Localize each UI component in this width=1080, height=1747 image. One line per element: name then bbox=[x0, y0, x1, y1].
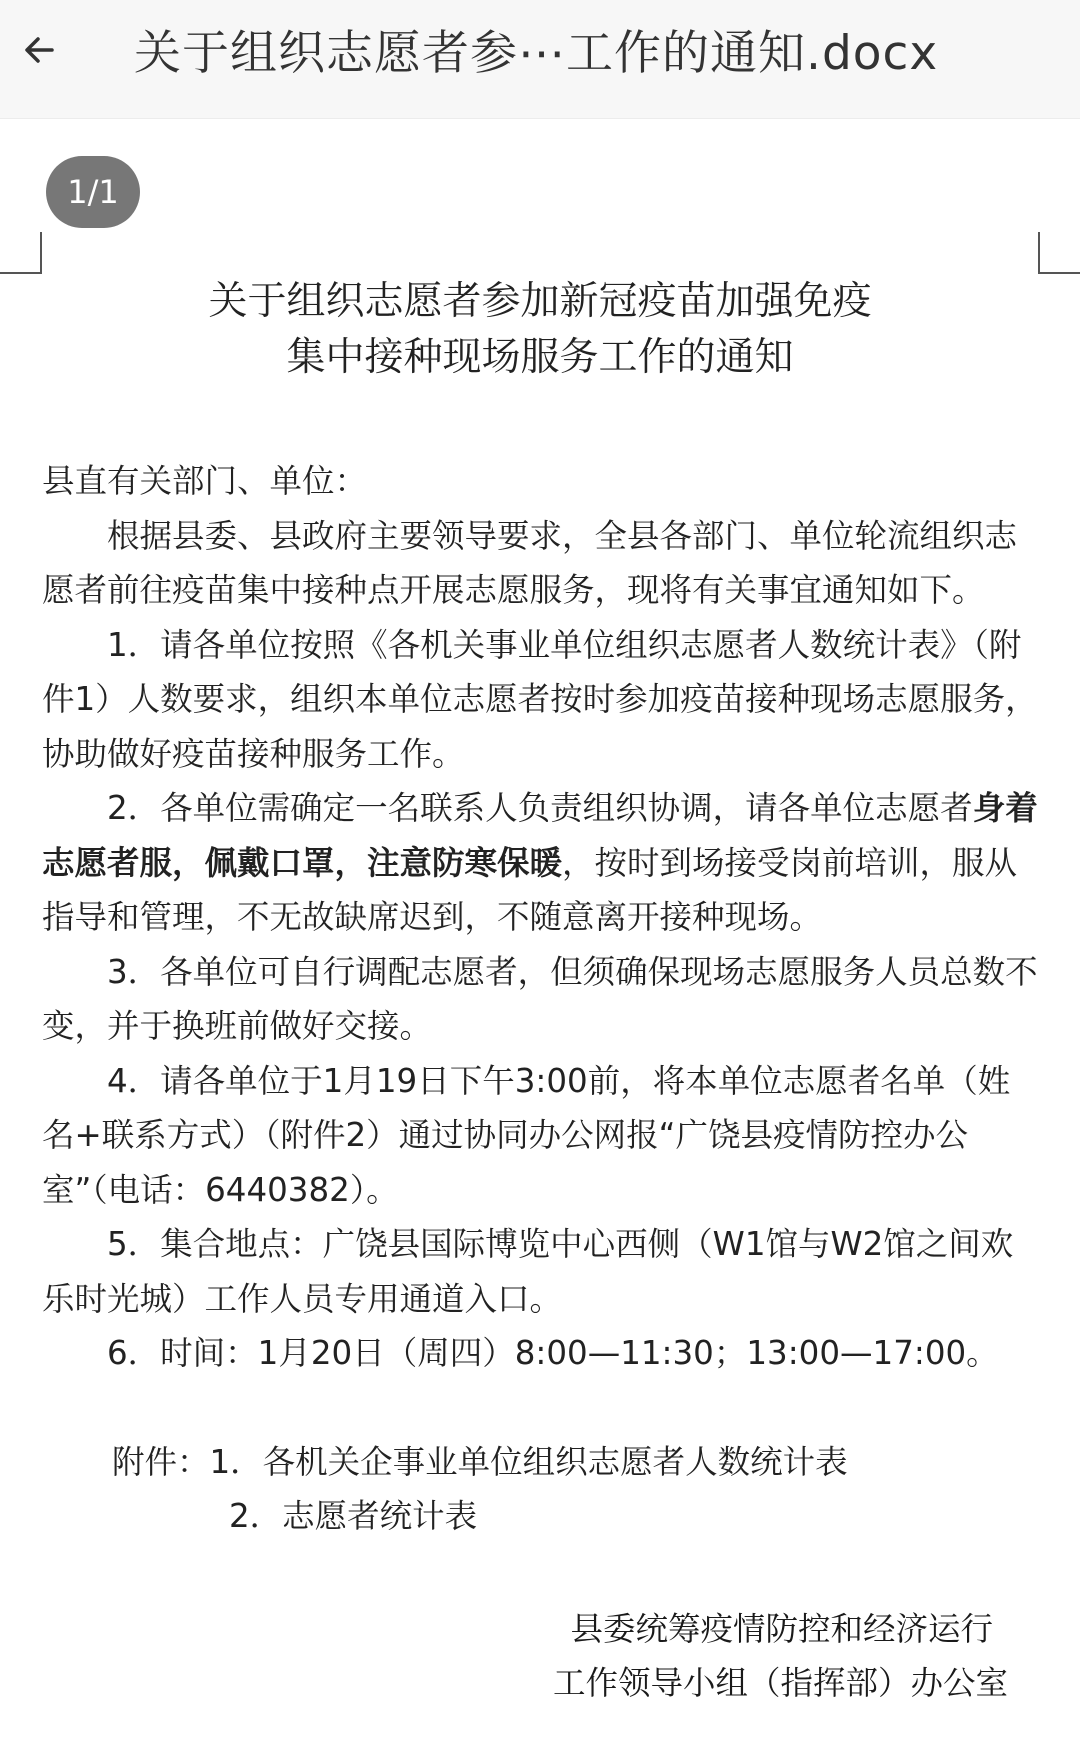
attachments-label: 附件：1．各机关企事业单位组织志愿者人数统计表 bbox=[112, 1442, 848, 1481]
file-title: 关于组织志愿者参⋯工作的通知.docx bbox=[134, 26, 939, 81]
signature-line2: 工作领导小组（指挥部）办公室 bbox=[552, 1664, 1008, 1702]
signature-line1: 县委统筹疫情防控和经济运行 bbox=[570, 1609, 993, 1648]
crop-mark-right bbox=[1038, 232, 1080, 274]
item-6: 6．时间：1月20日（周四）8:00—11:30；13:00—17:00。 bbox=[107, 1334, 999, 1372]
document-title-line2: 集中接种现场服务工作的通知 bbox=[286, 335, 794, 380]
item-5: 5．集合地点：广饶县国际博览中心西侧（W1馆与W2馆之间欢乐时光城）工作人员专用通道入口。 bbox=[42, 1225, 1014, 1318]
page-indicator: 1/1 bbox=[46, 156, 140, 228]
attachment-2: 2．志愿者统计表 bbox=[229, 1497, 478, 1535]
item-2-text-end: ，按时到场接受岗前培训，服从指导和管理，不无故缺席迟到，不随意离开接种现场。 bbox=[42, 843, 1018, 936]
document-title bbox=[42, 274, 1038, 386]
item-2 bbox=[42, 781, 1038, 945]
item-2-text-start: 2．各单位需确定一名联系人负责组织协调，请各单位志愿者 bbox=[107, 789, 973, 827]
item-2-bold-text: 身着志愿者服，佩戴口罩，注意防寒保暖 bbox=[42, 789, 1038, 882]
document-title-line1: 关于组织志愿者参加新冠疫苗加强免疫 bbox=[208, 279, 872, 324]
document-body bbox=[42, 454, 1038, 1544]
item-1: 1．请各单位按照《各机关事业单位组织志愿者人数统计表》（附件1）人数要求，组织本单位志愿者按时参加疫苗接种现场志愿服务，协助做好疫苗接种服务工作。 bbox=[42, 625, 1038, 773]
intro-paragraph: 根据县委、县政府主要领导要求，全县各部门、单位轮流组织志愿者前往疫苗集中接种点开展志愿服务，现将有关事宜通知如下。 bbox=[42, 516, 1018, 609]
spacer bbox=[42, 1381, 1038, 1435]
top-bar bbox=[0, 0, 1080, 118]
crop-mark-left bbox=[0, 232, 42, 274]
item-3: 3．各单位可自行调配志愿者，但须确保现场志愿服务人员总数不变，并于换班前做好交接。 bbox=[42, 952, 1038, 1045]
signature-block bbox=[42, 1602, 1038, 1711]
item-4: 4．请各单位于1月19日下午3:00前，将本单位志愿者名单（姓名+联系方式）（附件2）通过协同办公网报“广饶县疫情防控办公室”（电话：6440382）。 bbox=[42, 1061, 1011, 1209]
arrow-left-icon bbox=[18, 28, 62, 72]
document-page bbox=[42, 262, 1038, 1711]
salutation: 县直有关部门、单位： bbox=[42, 462, 368, 500]
back-button[interactable] bbox=[10, 20, 70, 80]
